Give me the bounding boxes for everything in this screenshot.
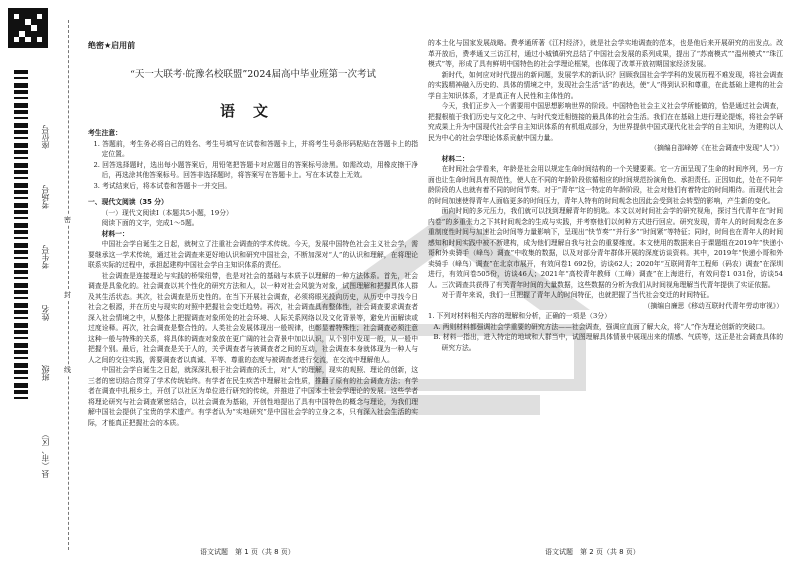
paragraph: 今天，我们正步入一个需要用中国思想影响世界的阶段。中国特色社会主义社会学所能做的，恰是通过社会调查，把握根植于我们历史与文化之中、与时代变迁相链接的最具体的社会生活。我们在在基础上进行理论提炼，将社会学研究成果上升为中国现代社会学自主知识体系的有机组成部分，为世界提供中国式现代化社会学的自主知识，为建构以人民为中心的社会学理论体系贡献中国力量。 [428, 102, 783, 142]
subject-title: 语文 [219, 102, 286, 120]
exam-title: “天一大联考·皖豫名校联盟”2024届高中毕业班第一次考试 [130, 69, 376, 80]
section-sub: （一）现代文阅读Ⅰ（本题共5小题，19分） [101, 208, 233, 217]
notice-item: 1. 答题前，考生务必将自己的姓名、考生号填写在试卷和答题卡上，并将考生号条形码粘贴在答题卡上的指定位置。 [93, 139, 418, 158]
paragraph: 在时间社会学看来，年龄是社会用以规定生命时间结构的一个关键要素。它一方面呈现了生命的时间序列，另一方面也让生命时间具有规范性，使人在不同的年龄阶段依循相应的时间规范扮演角色、承担责任。正因如此，处在不同年龄阶段的人也就有着不同的时间节奏。对于“青年”这一特定的年龄阶段，社会对他们有着特定的时间期待。而现代社会的时间加速使得青年人面临更多的时间压力，青年人特有的时间观念也因此会受到社会转型的影响，产生新的变化。 [428, 165, 783, 205]
notice-item: 3. 考试结束后，将本试卷和答题卡一并交回。 [93, 181, 232, 190]
paragraph: 新时代，如何应对时代提出的新问题，发展学术的新认识？回顾我国社会学学科的发展历程不难发现，将社会调查的实践精神融入历史的、具体的情境之中，发现社会生活“活”的表达，使“人”得到认识和尊重，在此基础上建构的社会学自主知识体系，才是真正有人民性和主体性的。 [428, 70, 783, 100]
left-column [88, 128, 418, 428]
county-label: 县（市、区） [41, 430, 50, 478]
paragraph: 的本土化与国家发展战略。费孝通所著《江村经济》，就是社会学实地调查的范本，也是他后来开展研究的出发点。改革开放后，费孝通又三访江村，通过小城镇研究总结了中国社会发展的系列成果，提出了“苏南模式”“温州模式”“珠江模式”等，形成了具有鲜明中国特色的社会学理论框架，也体现了改革开放初期国家经济发展。 [428, 39, 783, 68]
notice-item: 2. 回答选择题时，选出每小题答案后，用铅笔把答题卡对应题目的答案标号涂黑。如需改动，用橡皮擦干净后，再选涂其他答案标号。回答非选择题时，将答案写在答题卡上。写在本试卷上无效。 [93, 160, 418, 179]
notice-title: 考生注意： [88, 129, 122, 137]
source-2: （摘编自廉思《移动互联时代青年劳动审视》） [643, 301, 783, 310]
option-b: B. 材料一指出，进入特定的地域和人群当中，试图理解具体情景中展现出来的情感、气质等，这正是社会调查具体的研究方法。 [433, 333, 783, 352]
material-2-label: 材料二： [441, 154, 469, 163]
candidate-number-label: 考生号 [41, 245, 50, 269]
paragraph: 对于青年来说，我们一旦把握了青年人的时间特征，也就把握了当代社会变迁的时间特征。 [441, 291, 714, 299]
seal-char-mi: 密 [64, 216, 71, 224]
section-instruction: 阅读下面的文字，完成1～5题。 [101, 219, 199, 227]
name-label: 姓名 [41, 305, 50, 321]
source-1: （摘编自邵峰婷《在社会调查中发现“人”》） [650, 144, 783, 152]
paragraph: 面向时间的多元压力，我们就可以找到理解青年的钥匙。本文以对时间社会学的研究视角，探讨当代青年在“时间内卷”的多重张力之下其时间观念的生成与实践，并考察他们以何种方式进行回应。研究发现，青年人的时间观念在多重制度性时间与加速社会时间等力量影响下，呈现出“快节奏”“并行多”“时间紧”等特征；同时，时间也在青年人的时间感知和时间实践中被不断建构，成为他们理解自我与社会的重要维度。本文使用的数据来自于课题组在2019年“快递小哥和外卖骑手（峰鸟）调查”中收集的数据，以及对部分青年群体开展的深度访谈资料。其中，2019年“快递小哥和外卖骑手（峰鸟）调查”在北京市展开，有效问卷1 692份，访谈62人；2020年“互联网青年工程师（码农）调查”在深圳进行，有效问卷505份，访谈46人；2021年“高校青年教师（工峰）调查”在上海进行，有效问卷1 031份，访谈54人。三次调查共获得了有关青年时间的大量数据，这些数据的分析为我们从时间视角理解当代青年提供了实证依据。 [428, 207, 783, 289]
paragraph: 中国社会学自诞生之日起，就树立了注重社会调查的学术传统。今天，发展中国特色社会主义社会学，需要继承这一学术传统，通过社会调查来更好地认识和研究中国社会，不断加深对“人”的认识和理解，在将理论联系实际的过程中，承担起建构中国社会学自主知识体系的责任。 [88, 240, 418, 269]
seal-char-xian: 线 [64, 366, 71, 374]
barcode [14, 70, 28, 400]
paragraph: 中国社会学自诞生之日起，就深深扎根于社会调查的沃土，对“人”的理解，现实的观照、理论的创新，这三者的密切结合贯穿了学术传统始终。有学者在民生疾苦中理解社会性质，推翻了原有的社会调查方法；有学者在调查中扎根乡土，开创了以社区为单位进行研究的传统，并推进了中国本土社会学理论的发展。这些学者将理论研究与社会调查紧密结合，以社会调查为基础，开创性地提出了具有中国特色的概念与理论，为我们理解中国社会提供了宝贵的学术遗产。有学者认为“实地研究”是中国社会学的立身之本，只有深入社会生活的实际，才能真正把握社会的本质。 [88, 366, 418, 427]
footer-page-2: 语文试题 第 2 页（共 8 页） [545, 548, 640, 556]
binding-strip [0, 0, 80, 565]
qr-code [8, 8, 48, 48]
section-title: 一、现代文阅读（35 分） [88, 198, 168, 206]
footer-page-1: 语文试题 第 1 页（共 8 页） [200, 548, 295, 556]
right-column [428, 38, 783, 353]
exam-room-label: 考场号 [41, 185, 50, 209]
material-1-label: 材料一： [101, 229, 129, 238]
paragraph: 社会调查是连接理论与实践的桥梁纽带，也是对社会的基础与本质予以理解的一种方法体系。首先，社会调查是具象化的。社会调查以其个性化的研究方法和人，以一种对社会风貌为对象，试图理解和把握具体人群及其生活状态。其次，社会调查是历史性的。在当下开展社会调查，必须将眼光投向历史，从历史中寻找今日社会之根源，并在历史与现实的对照中把握社会变迁趋势。再次，社会调查具有整体性，社会调查要求调查者深入社会情境之中，从整体上把握调查对象所处的社会环境、人际关系网络以及文化背景等，避免片面解读或过度诠释。再次，社会调查是整合性的。人类社会发展体现出一般规律，也彰显着特殊性；社会调查必须注意这种一般与特殊的关系，将具体的调查对象放在更广阔的社会背景中加以认识，从个别中发现一般，从一般中把握个别。最后，社会调查是关于人的，关乎调查者与被调查者之间的互动，社会调查本身就体现为一种人与人之间的交往实践，需要调查者以真诚、平等、尊重的态度与被调查者进行交流，在交流中理解他人。 [88, 271, 418, 364]
option-a: A. 两则材料都强调社会学重要的研究方法——社会调查，强调应直面了解大众，将“人”作为理论创新的突破口。 [433, 322, 770, 331]
seal-char-feng: 封 [64, 291, 71, 299]
seat-number-label: 座位号 [41, 125, 50, 149]
secret-mark: 绝密★启用前 [88, 41, 136, 50]
question-stem: 1. 下列对材料相关内容的理解和分析，正确的一项是（3分） [428, 312, 611, 320]
class-label: 班级 [41, 365, 50, 381]
seal-line [68, 20, 69, 550]
